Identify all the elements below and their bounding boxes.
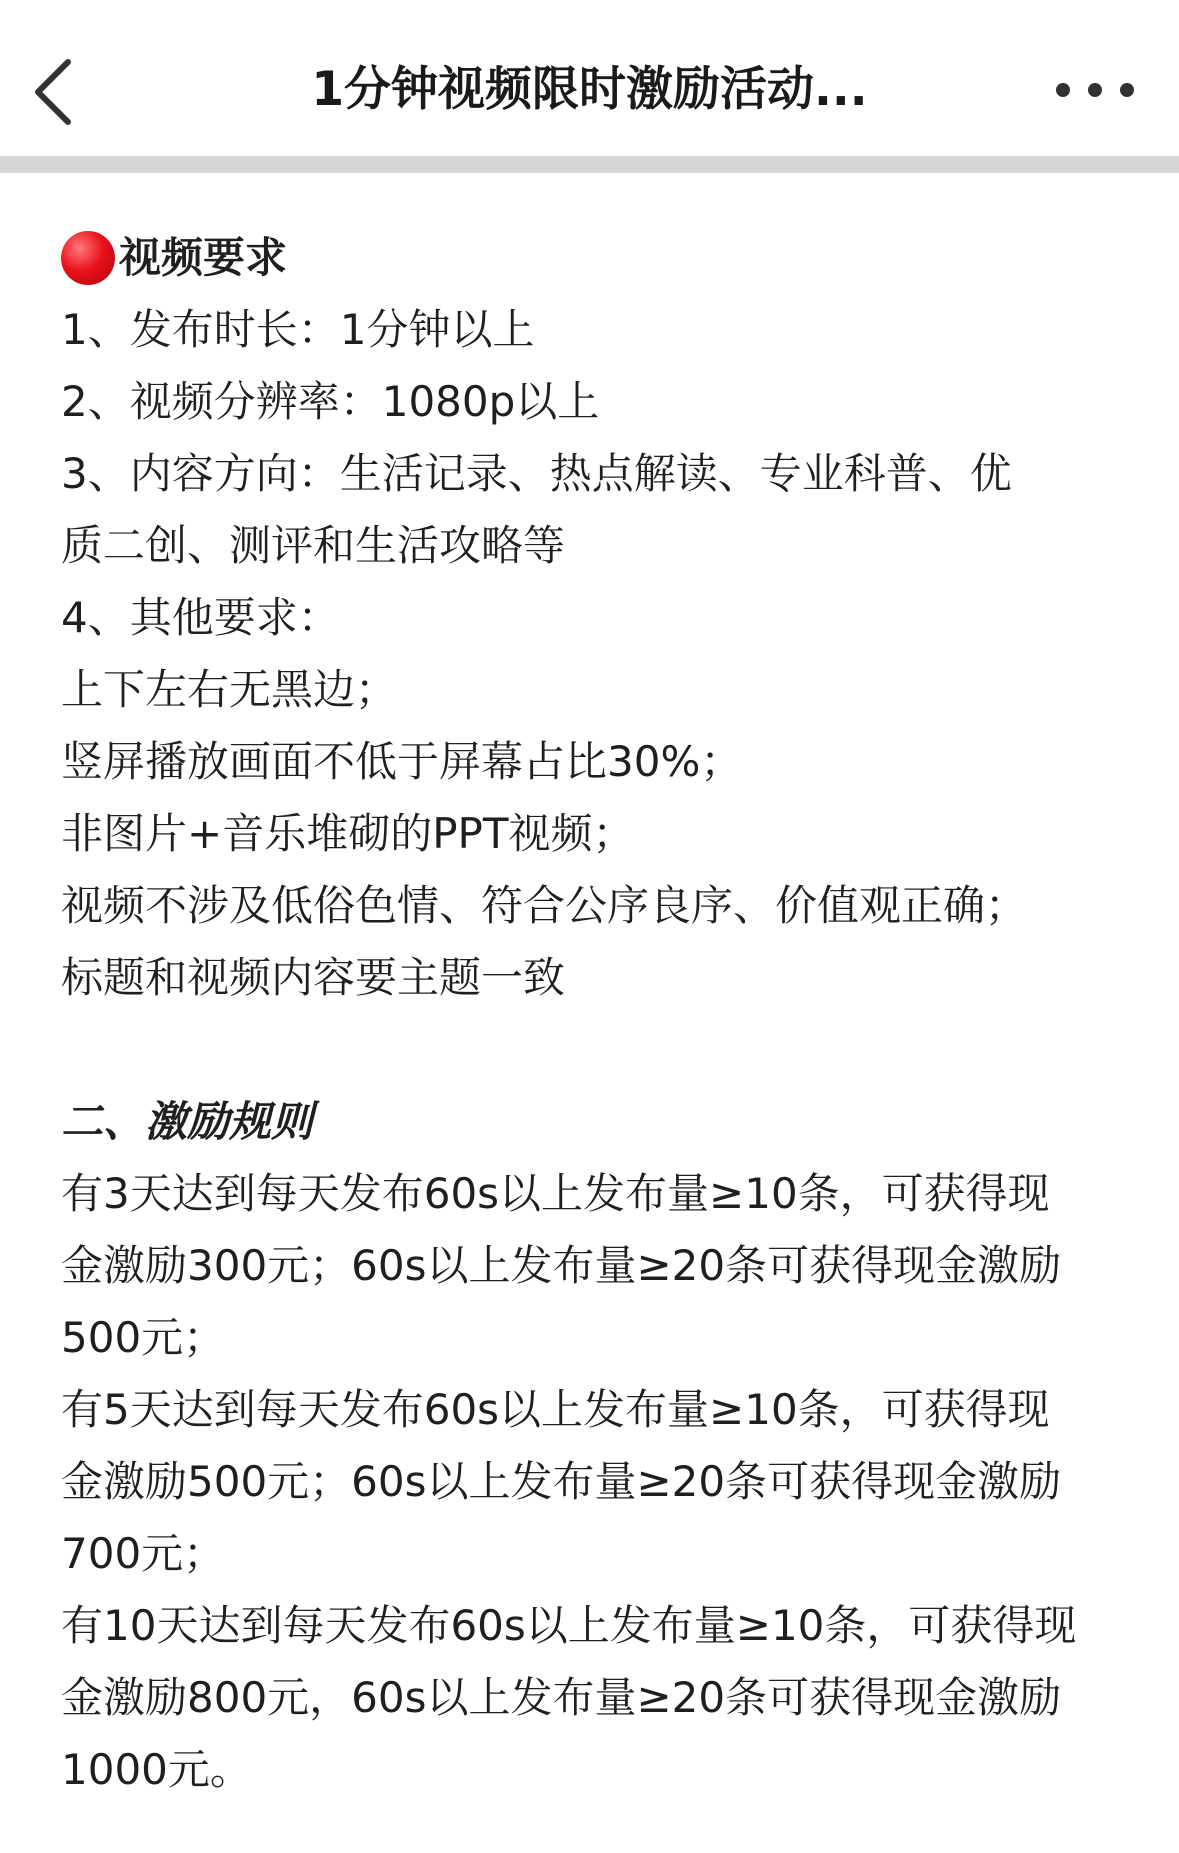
rule-line: 700元； (61, 1529, 226, 1578)
rule-line: 金激励500元；60s以上发布量≥20条可获得现金激励 (61, 1457, 1062, 1506)
rule-line: 金激励300元；60s以上发布量≥20条可获得现金激励 (61, 1241, 1062, 1290)
rule-line: 有10天达到每天发布60s以上发布量≥10条，可获得现 (61, 1601, 1077, 1650)
rule-line: 有3天达到每天发布60s以上发布量≥10条，可获得现 (61, 1169, 1050, 1218)
more-dots-icon (1045, 62, 1145, 118)
back-button[interactable] (28, 44, 108, 134)
rule-line: 500元； (61, 1313, 226, 1362)
red-circle-icon (61, 231, 115, 285)
requirement-line: 标题和视频内容要主题一致 (61, 953, 566, 1002)
requirement-line: 视频不涉及低俗色情、符合公序良序、价值观正确； (61, 881, 1028, 930)
rule-line: 有5天达到每天发布60s以上发布量≥10条，可获得现 (61, 1385, 1050, 1434)
requirement-line: 2、视频分辨率：1080p以上 (61, 377, 600, 426)
requirement-line: 质二创、测评和生活攻略等 (61, 521, 566, 570)
requirement-line: 4、其他要求： (61, 593, 340, 642)
requirement-line: 非图片+音乐堆砌的PPT视频； (61, 809, 635, 858)
article-body (61, 222, 1121, 1806)
more-button[interactable] (1045, 62, 1145, 118)
section-heading-text: 视频要求 (119, 233, 288, 282)
chevron-left-icon (28, 44, 108, 134)
requirement-line: 上下左右无黑边； (61, 665, 398, 714)
rule-line: 1000元。 (61, 1745, 252, 1794)
requirement-line: 3、内容方向：生活记录、热点解读、专业科普、优 (61, 449, 1012, 498)
nav-bar (0, 0, 1179, 156)
requirement-line: 竖屏播放画面不低于屏幕占比30%； (61, 737, 743, 786)
spacer (61, 1014, 1121, 1086)
page-title: 1分钟视频限时激励活动... (311, 62, 868, 117)
section-heading-incentive-rules: 二、激励规则 (61, 1097, 314, 1146)
requirement-line: 1、发布时长：1分钟以上 (61, 305, 535, 354)
nav-divider (0, 156, 1179, 173)
rule-line: 金激励800元，60s以上发布量≥20条可获得现金激励 (61, 1673, 1062, 1722)
section-heading-video-requirements (61, 222, 1121, 294)
